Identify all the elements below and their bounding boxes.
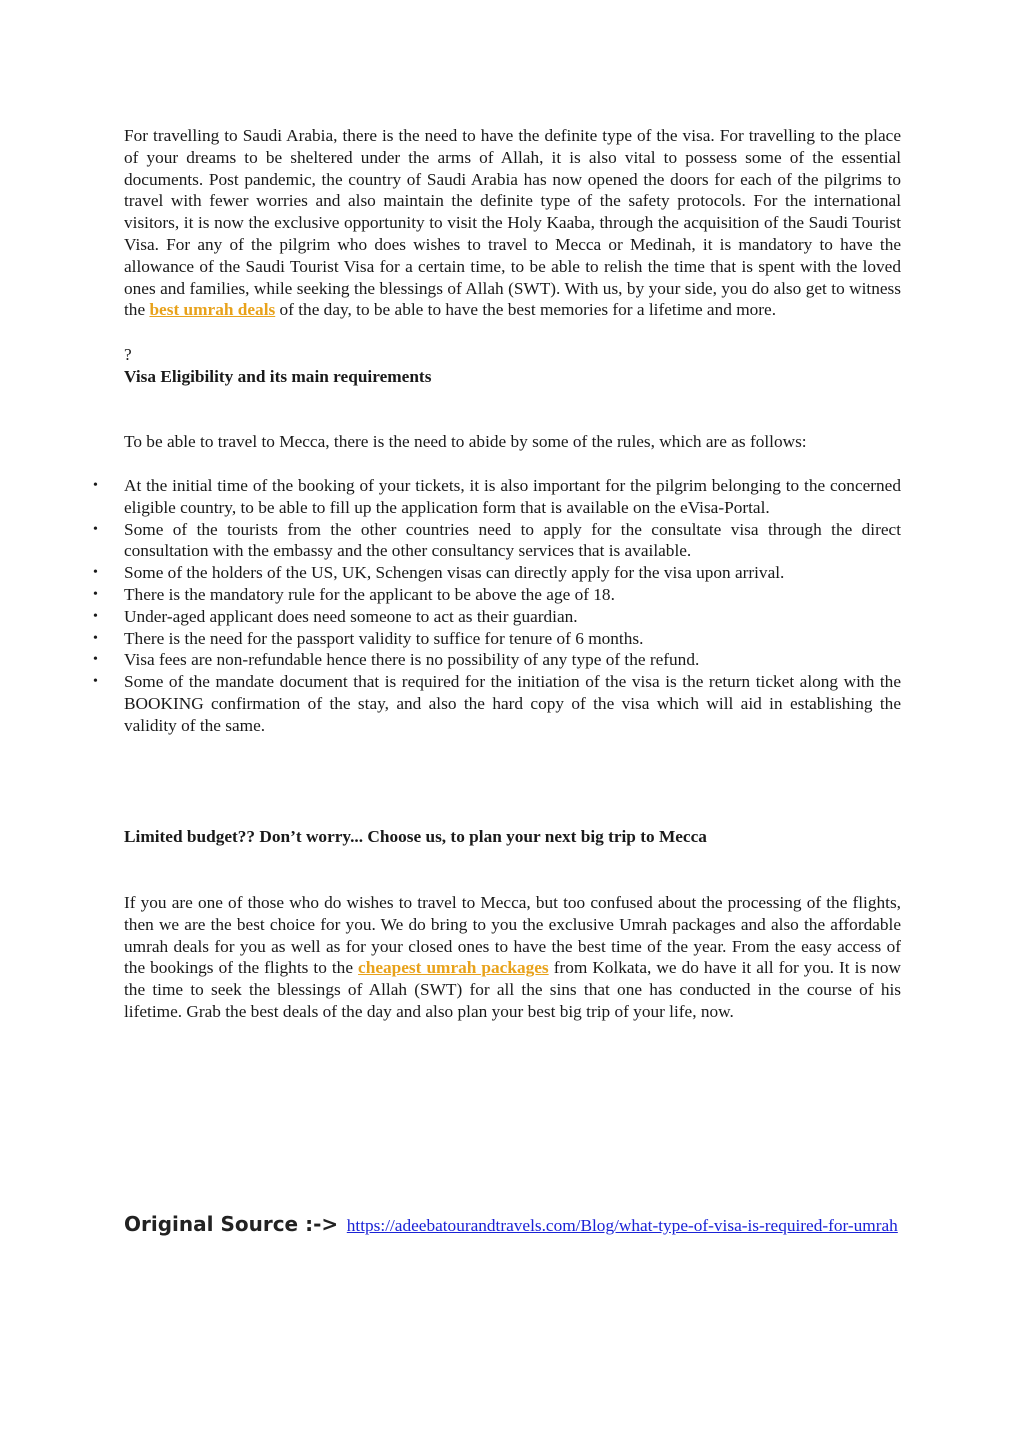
source-url-link[interactable]: https://adeebatourandtravels.com/Blog/what-type-of-visa-is-required-for-umrah (346, 1216, 898, 1235)
list-item (93, 606, 901, 628)
intro-text-before: For travelling to Saudi Arabia, there is the need to have the definite type of the visa. For travelling to the place of your dreams to be sheltered under the arms of Allah, it is also vital to possess some of the essential documents. Post pandemic, the country of Saudi Arabia has now opened the doors for each of the pilgrims to travel with fewer worries and also maintain the definite type of the safety protocols. For the international visitors, it is now the exclusive opportunity to visit the Holy Kaaba, through the acquisition of the Saudi Tourist Visa. For any of the pilgrim who does wishes to travel to Mecca or Medinah, it is mandatory to have the allowance of the Saudi Tourist Visa for a certain time, to be able to relish the time that is spent with the loved ones and families, while seeking the blessings of Allah (SWT). With us, by your side, you do also get to witness the (124, 126, 901, 320)
source-line (124, 1212, 901, 1238)
bullet-icon: • (93, 608, 98, 624)
closing-text-before: If you are one of those who do wishes to travel to Mecca, but too confused about the processing of the flights, then we are the best choice for you. We do bring to you the exclusive Umrah packages and also the affordable umrah deals for you as well as for your closed ones to have the best time of the year. From the easy access of the bookings of the flights to the (124, 893, 901, 978)
list-item-text: Under-aged applicant does need someone to act as their guardian. (124, 606, 578, 626)
list-item (93, 519, 901, 563)
closing-text-after: from Kolkata, we do have it all for you. It is now the time to seek the blessings of Allah (SWT) for all the sins that one has conducted in the course of his lifetime. Grab the best deals of the day and also plan your best big trip of your life, now. (124, 958, 901, 1021)
rules-intro: To be able to travel to Mecca, there is the need to abide by some of the rules, which are as follows: (124, 432, 807, 451)
requirements-list (93, 475, 901, 737)
visa-eligibility-heading: Visa Eligibility and its main requirements (124, 367, 432, 386)
list-item-text: Some of the mandate document that is required for the initiation of the visa is the return ticket along with the BOOKING confirmation of the stay, and also the hard copy of the visa which will aid in establishing the validity of the same. (124, 672, 901, 735)
list-item-text: Some of the holders of the US, UK, Schengen visas can directly apply for the visa upon arrival. (124, 563, 785, 583)
budget-heading: Limited budget?? Don’t worry... Choose us, to plan your next big trip to Mecca (124, 827, 707, 846)
question-mark: ? (124, 345, 132, 364)
intro-text-after: of the day, to be able to have the best memories for a lifetime and more. (275, 300, 777, 320)
list-item (93, 649, 901, 671)
closing-paragraph (124, 892, 901, 1023)
list-item (93, 671, 901, 736)
bullet-icon: • (93, 630, 98, 646)
list-item-text: At the initial time of the booking of your tickets, it is also important for the pilgrim belonging to the concerned eligible country, to be able to fill up the application form that is available on the eVisa-Portal. (124, 476, 901, 517)
bullet-icon: • (93, 521, 98, 537)
source-label: Original Source :-> (124, 1212, 339, 1236)
list-item-text: There is the mandatory rule for the applicant to be above the age of 18. (124, 584, 615, 604)
list-item-text: Some of the tourists from the other countries need to apply for the consultate visa through the direct consultation with the embassy and the other consultancy services that is available. (124, 519, 901, 561)
list-item (93, 584, 901, 606)
bullet-icon: • (93, 674, 98, 690)
list-item-text: There is the need for the passport validity to suffice for tenure of 6 months. (124, 628, 644, 648)
bullet-icon: • (93, 565, 98, 581)
list-item (93, 562, 901, 584)
list-item (93, 475, 901, 519)
bullet-icon: • (93, 478, 98, 493)
list-item-text: Visa fees are non-refundable hence there is no possibility of any type of the refund. (124, 650, 700, 670)
bullet-icon: • (93, 652, 98, 668)
best-umrah-deals-link[interactable]: best umrah deals (149, 300, 276, 320)
cheapest-umrah-packages-link[interactable]: cheapest umrah packages (358, 958, 549, 978)
list-item (93, 628, 901, 650)
bullet-icon: • (93, 586, 98, 602)
intro-paragraph (124, 125, 901, 321)
